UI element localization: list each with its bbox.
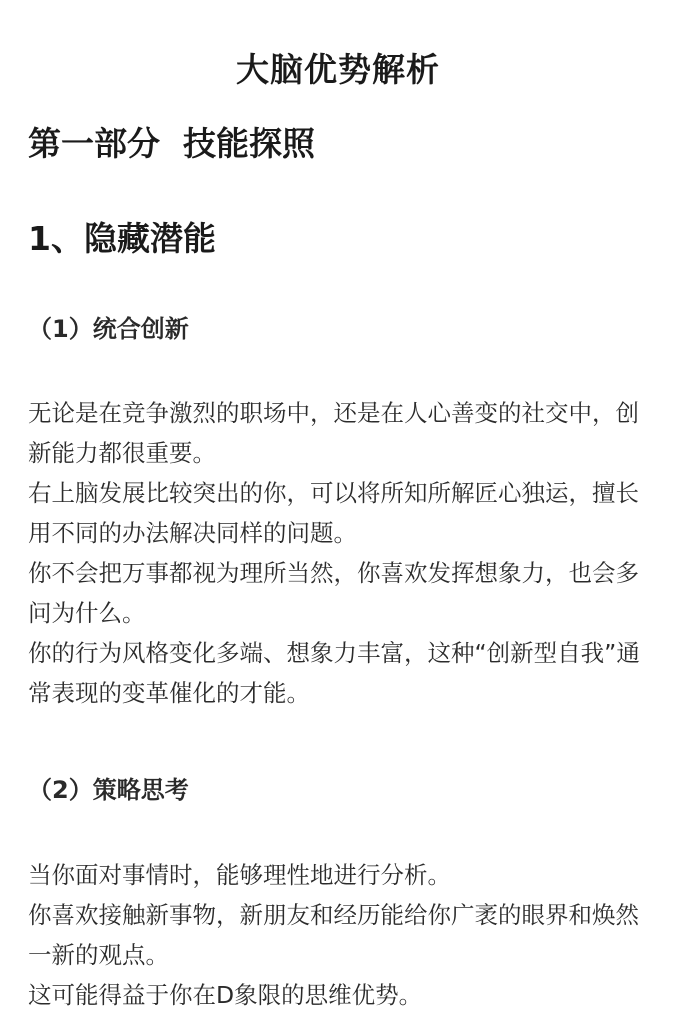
- subsection-body-2: [28, 855, 653, 1015]
- document-title: 大脑优势解析: [236, 50, 440, 89]
- part-heading: 第一部分 技能探照: [28, 124, 315, 163]
- paragraph: 当你面对事情时，能够理性地进行分析。: [28, 861, 451, 889]
- subsection-body-1: [28, 393, 653, 713]
- paragraph: 你不会把万事都视为理所当然，你喜欢发挥想象力，也会多问为什么。: [28, 559, 639, 627]
- paragraph: 你喜欢接触新事物，新朋友和经历能给你广袤的眼界和焕然一新的观点。: [28, 901, 639, 969]
- paragraph: 无论是在竞争激烈的职场中，还是在人心善变的社交中，创新能力都很重要。: [28, 399, 639, 467]
- paragraph: 你的行为风格变化多端、想象力丰富，这种“创新型自我”通常表现的变革催化的才能。: [28, 639, 640, 707]
- paragraph: 这可能得益于你在D象限的思维优势。: [28, 981, 423, 1009]
- section-heading: 1、隐藏潜能: [28, 219, 216, 258]
- subsection-heading-1: （1）统合创新: [28, 315, 189, 343]
- paragraph: 右上脑发展比较突出的你，可以将所知所解匠心独运，擅长用不同的办法解决同样的问题。: [28, 479, 639, 547]
- subsection-heading-2: （2）策略思考: [28, 776, 189, 804]
